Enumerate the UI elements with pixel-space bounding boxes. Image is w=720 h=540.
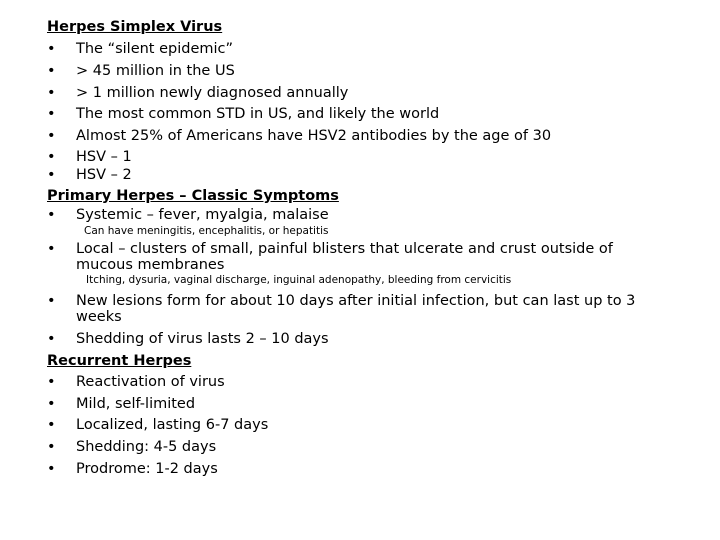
- bullet: •: [47, 85, 56, 101]
- bullet: •: [47, 63, 56, 79]
- bullet: •: [47, 167, 56, 183]
- list-item-text: HSV – 1: [76, 149, 132, 165]
- bullet: •: [47, 396, 56, 412]
- bullet: •: [47, 331, 56, 347]
- bullet: •: [47, 106, 56, 122]
- list-item-text: The most common STD in US, and likely the world: [76, 106, 440, 122]
- list-item-text: Shedding: 4-5 days: [76, 439, 217, 455]
- list-item-text: > 45 million in the US: [76, 63, 235, 79]
- list-item-text: > 1 million newly diagnosed annually: [76, 85, 349, 101]
- list-item-text: Systemic – fever, myalgia, malaise: [76, 207, 329, 223]
- list-item-text: Shedding of virus lasts 2 – 10 days: [76, 331, 329, 347]
- heading-herpes-simplex-virus: Herpes Simplex Virus: [47, 19, 223, 35]
- list-item-text: Localized, lasting 6-7 days: [76, 417, 269, 433]
- list-item-text: Prodrome: 1-2 days: [76, 461, 218, 477]
- sub-note-systemic: Can have meningitis, encephalitis, or hepatitis: [84, 225, 329, 237]
- list-item-continuation: weeks: [76, 309, 122, 325]
- bullet: •: [47, 128, 56, 144]
- bullet: •: [47, 41, 56, 57]
- list-item-text: Mild, self-limited: [76, 396, 196, 412]
- heading-recurrent-herpes: Recurrent Herpes: [47, 353, 192, 369]
- list-item-continuation: mucous membranes: [76, 257, 225, 273]
- bullet: •: [47, 417, 56, 433]
- bullet: •: [47, 207, 56, 223]
- bullet: •: [47, 149, 56, 165]
- list-item-text: Local – clusters of small, painful blisters that ulcerate and crust outside of: [76, 241, 613, 257]
- list-item-text: The “silent epidemic”: [76, 41, 234, 57]
- bullet: •: [47, 241, 56, 257]
- heading-primary-herpes: Primary Herpes – Classic Symptoms: [47, 188, 339, 204]
- list-item-text: Almost 25% of Americans have HSV2 antibodies by the age of 30: [76, 128, 552, 144]
- list-item-text: New lesions form for about 10 days after initial infection, but can last up to 3: [76, 293, 636, 309]
- bullet: •: [47, 293, 56, 309]
- list-item-text: HSV – 2: [76, 167, 132, 183]
- sub-note-local: Itching, dysuria, vaginal discharge, inguinal adenopathy, bleeding from cervicitis: [86, 274, 512, 286]
- bullet: •: [47, 439, 56, 455]
- bullet: •: [47, 461, 56, 477]
- bullet: •: [47, 374, 56, 390]
- list-item-text: Reactivation of virus: [76, 374, 225, 390]
